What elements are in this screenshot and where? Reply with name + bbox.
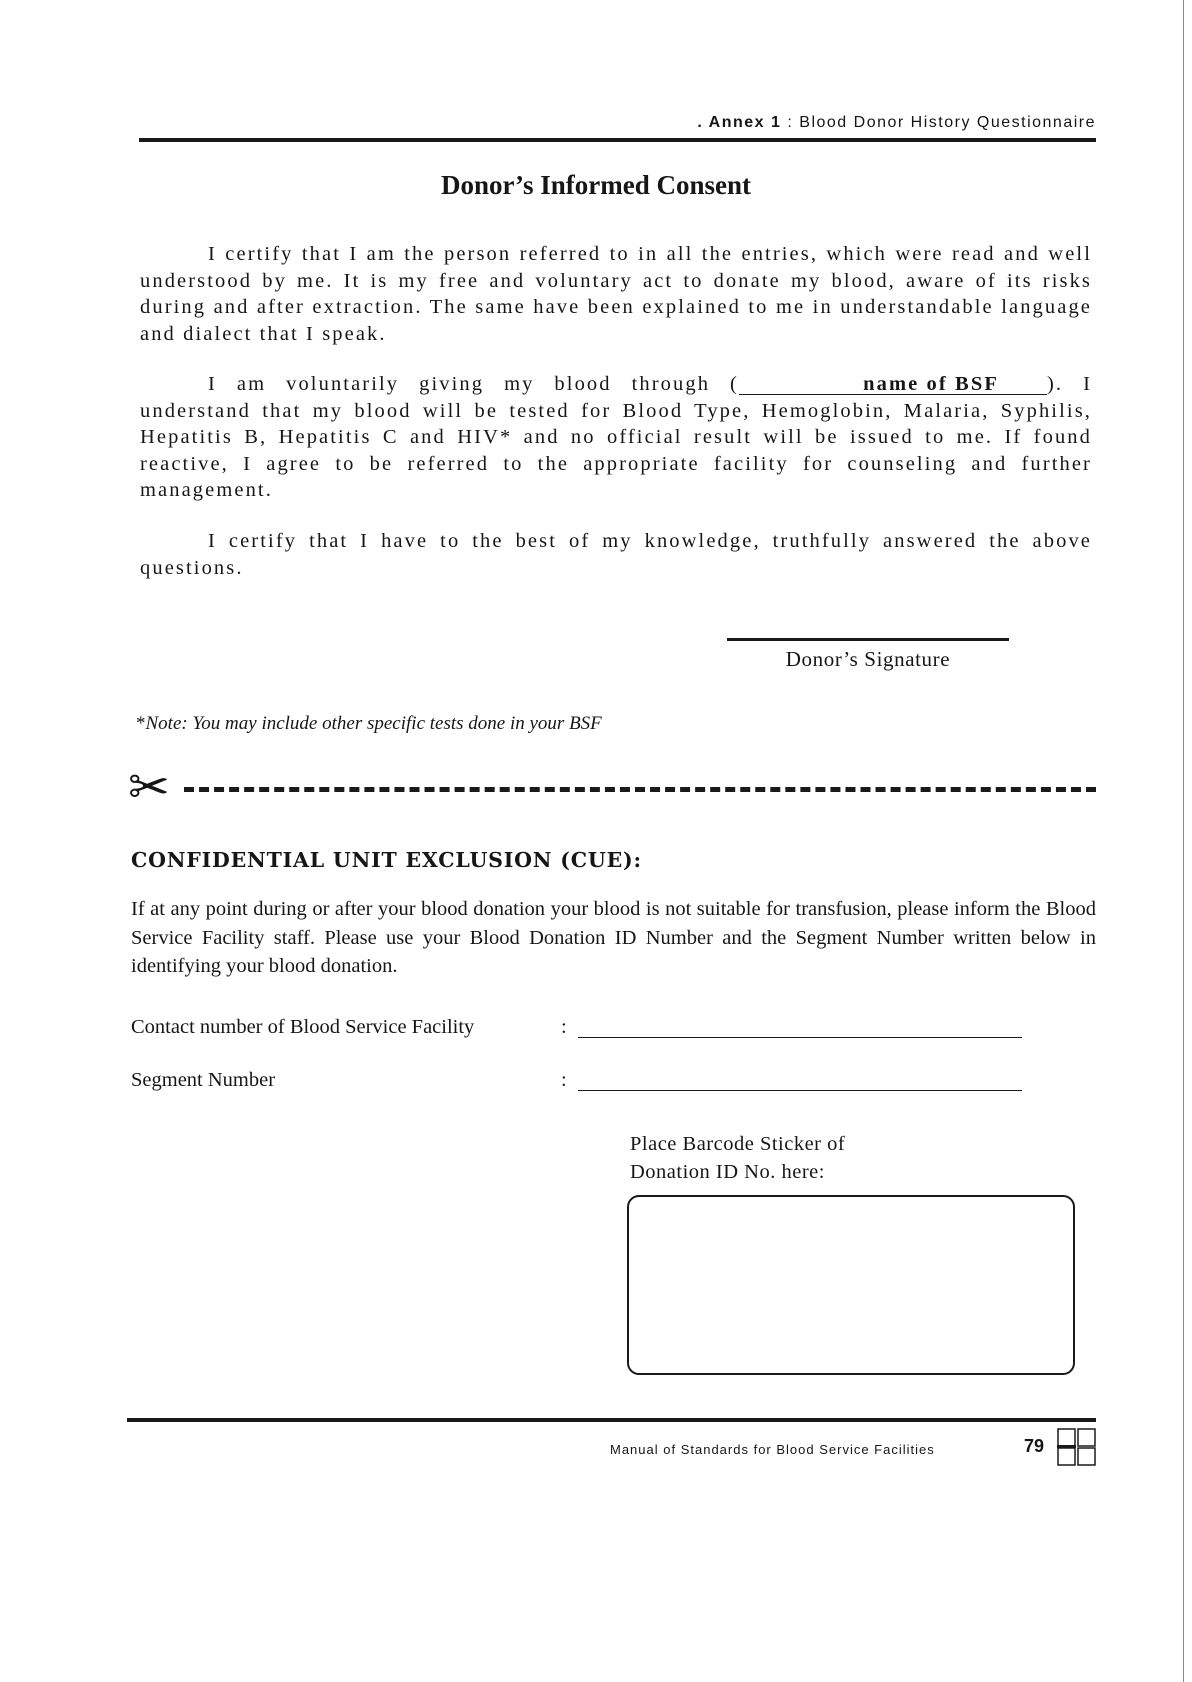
cue-body: If at any point during or after your blood donation your blood is not suitable for transfusion, please inform the Blood Service Facility staff. Please use your Blood Donation ID Number and the Segment Number written below in identifying your blood donation. (131, 898, 1096, 977)
consent-paragraph-3: I certify that I have to the best of my knowledge, truthfully answered the above questions. (140, 530, 1092, 579)
segment-number-label: Segment Number (131, 1069, 276, 1091)
consent-paragraph-1: I certify that I am the person referred to in all the entries, which were read and well understood by me. It is my free and voluntary act to donate my blood, aware of its risks during and after extraction. The same have been explained to me in understandable language and dialect that I speak. (140, 243, 1092, 345)
signature-line[interactable] (727, 638, 1009, 641)
barcode-sticker-box[interactable] (627, 1195, 1075, 1375)
footer-rule (127, 1418, 1096, 1422)
barcode-caption-line-2: Donation ID No. here: (630, 1161, 825, 1183)
manual-title: Manual of Standards for Blood Service Facilities (610, 1442, 935, 1457)
consent-paragraph-2 (140, 371, 1092, 504)
dashed-cut-line (184, 787, 1096, 792)
contact-number-label: Contact number of Blood Service Facility (131, 1016, 475, 1038)
running-header (620, 114, 1096, 132)
paragraph-2-end: ). I understand that my blood will be tested for Blood Type, Hemoglobin, Malaria, Syphilis, Hepatitis B, Hepatitis C and HIV* and no official result will be issued to me. If found reactive, I agree to be referred to the appropriate facility for counseling and further management. (140, 373, 1092, 501)
signature-label: Donor’s Signature (785, 647, 951, 671)
scissors-icon: ✂ (128, 758, 170, 816)
header-rule (139, 138, 1096, 142)
scan-edge-line (1183, 0, 1185, 1682)
page-title: Donor’s Informed Consent (441, 170, 751, 200)
paragraph-2-start: I am voluntarily giving my blood through ( (208, 373, 739, 395)
contact-number-field[interactable] (578, 1037, 1022, 1038)
header-separator: : (781, 114, 800, 131)
cue-title: CONFIDENTIAL UNIT EXCLUSION (CUE): (131, 848, 642, 872)
page-corner-icon (1057, 1428, 1097, 1466)
barcode-caption-line-1: Place Barcode Sticker of (630, 1133, 846, 1155)
header-section: Blood Donor History Questionnaire (799, 114, 1096, 131)
barcode-caption (630, 1130, 845, 1186)
note-asterisk: * (136, 713, 146, 734)
contact-number-colon: : (561, 1016, 567, 1038)
bsf-name-field[interactable] (739, 374, 1047, 395)
note-text: Note: You may include other specific tests done in your BSF (145, 713, 602, 734)
segment-number-field[interactable] (578, 1090, 1022, 1091)
note (136, 713, 602, 735)
segment-number-colon: : (561, 1069, 567, 1091)
bsf-placeholder: name of BSF (863, 373, 999, 395)
page-number: 79 (1024, 1436, 1045, 1456)
annex-label: . Annex 1 (697, 114, 782, 131)
